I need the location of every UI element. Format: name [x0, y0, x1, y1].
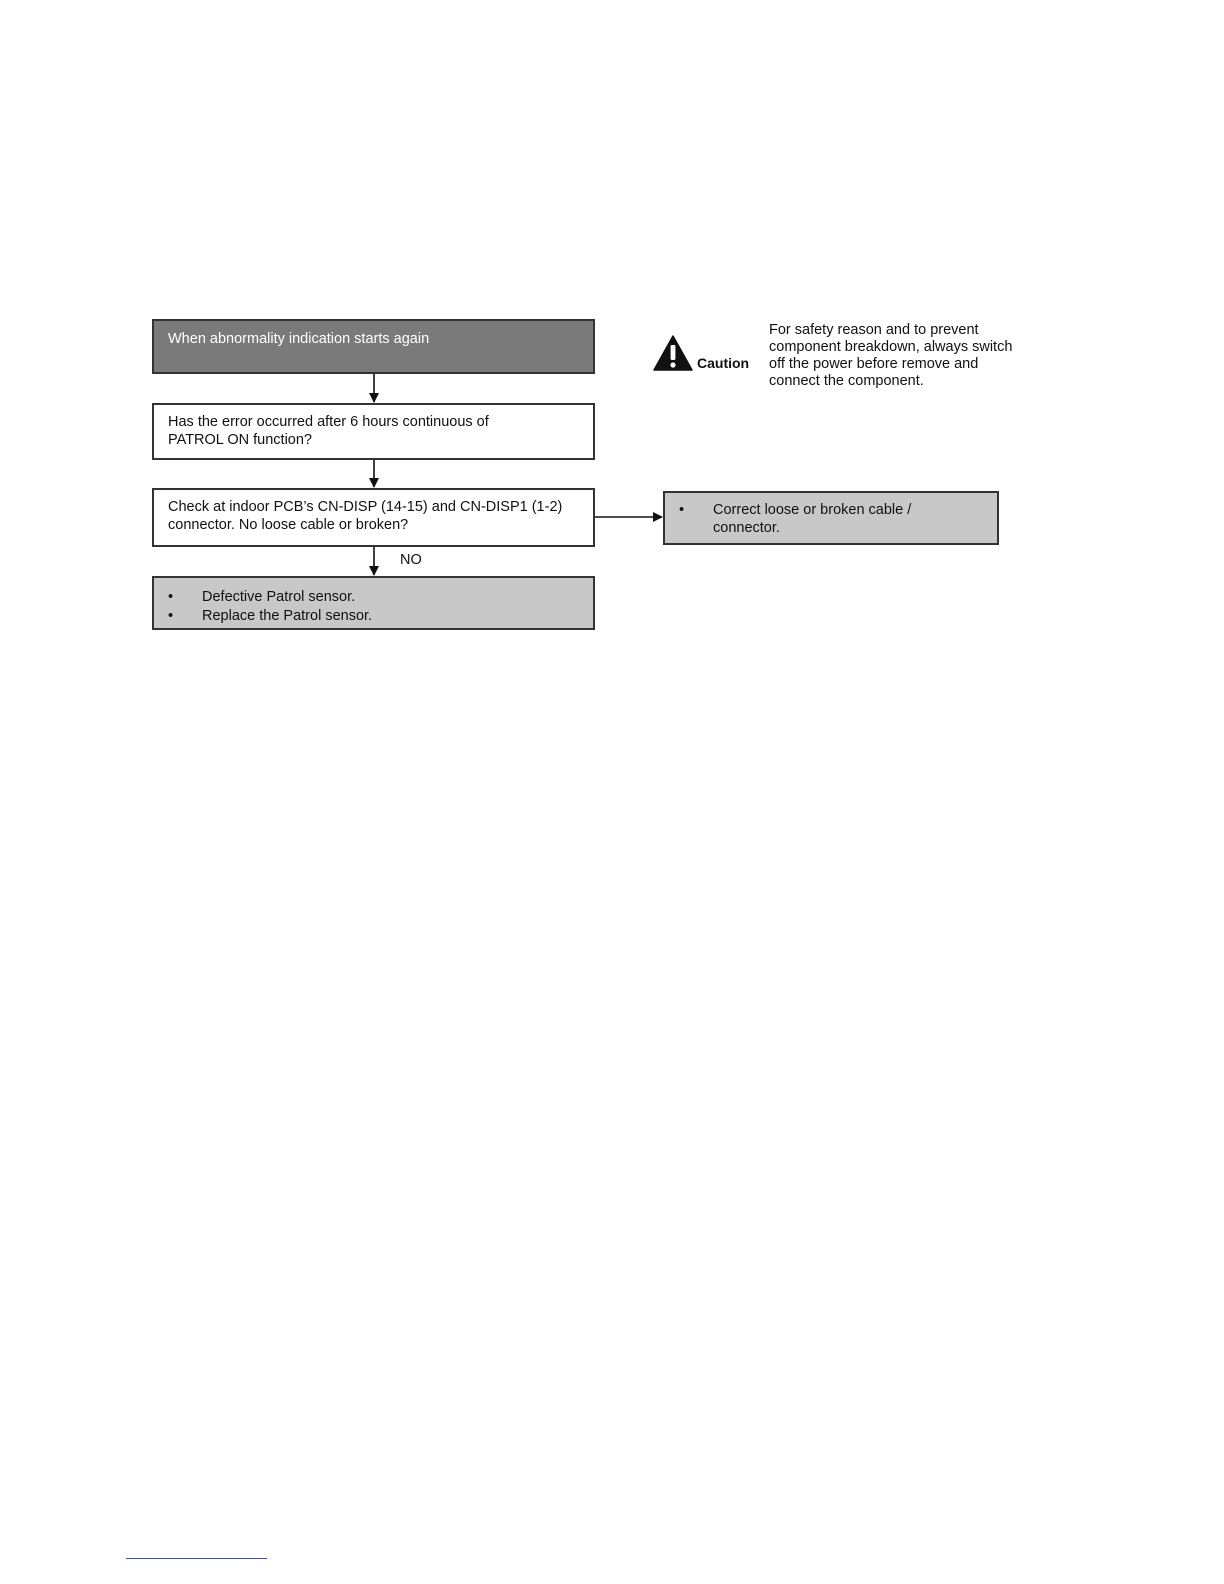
start-box	[152, 319, 595, 374]
question-1-line-2: PATROL ON function?	[168, 432, 312, 448]
question-box-connector-check	[152, 488, 595, 547]
action-right-list	[665, 493, 997, 537]
caution-line-2: component breakdown, always switch	[769, 339, 1013, 355]
warning-triangle-icon	[653, 335, 693, 371]
list-item	[154, 588, 593, 607]
start-text: When abnormality indication starts again	[168, 331, 430, 347]
caution-text	[769, 322, 1029, 390]
list-item	[154, 607, 593, 626]
question-2-line-2: connector. No loose cable or broken?	[168, 517, 409, 533]
action-bottom-list	[154, 578, 593, 626]
action-bottom-item-2: Replace the Patrol sensor.	[202, 608, 373, 624]
action-box-correct-cable	[663, 491, 999, 545]
no-label: NO	[400, 552, 422, 568]
list-item	[665, 501, 943, 537]
question-box-patrol-on	[152, 403, 595, 460]
question-2-line-1: Check at indoor PCB’s CN-DISP (14-15) and CN-DISP1 (1-2)	[168, 499, 563, 515]
action-bottom-item-1: Defective Patrol sensor.	[202, 589, 356, 605]
caution-line-1: For safety reason and to prevent	[769, 322, 979, 338]
caution-line-4: connect the component.	[769, 373, 924, 389]
caution-line-3: off the power before remove and	[769, 356, 979, 372]
footer-rule	[126, 1558, 267, 1559]
question-1-line-1: Has the error occurred after 6 hours continuous of	[168, 414, 489, 430]
action-box-replace-sensor	[152, 576, 595, 630]
caution-label: Caution	[697, 355, 750, 371]
action-right-item-1: Correct loose or broken cable / connector.	[713, 502, 912, 536]
